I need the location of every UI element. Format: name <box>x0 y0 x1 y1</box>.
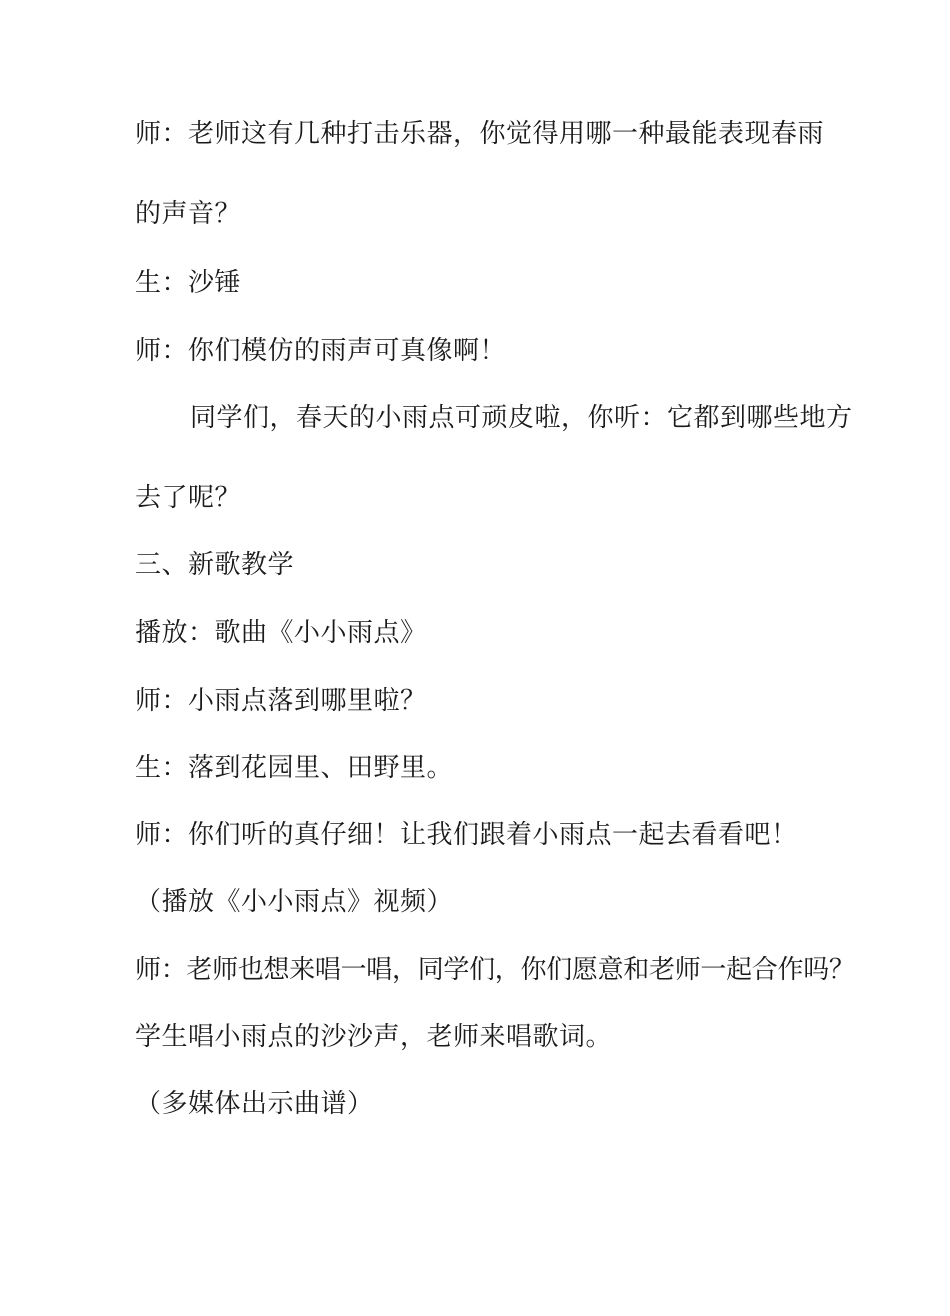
text-line: （多媒体出示曲谱） <box>135 1089 374 1119</box>
text-line: 师：老师这有几种打击乐器，你觉得用哪一种最能表现春雨 <box>135 119 825 149</box>
text-line: 学生唱小雨点的沙沙声，老师来唱歌词。 <box>135 1022 613 1052</box>
text-line: （播放《小小雨点》视频） <box>135 887 454 917</box>
text-line: 师：你们听的真仔细！让我们跟着小雨点一起去看看吧！ <box>135 820 798 850</box>
text-line: 生：落到花园里、田野里。 <box>135 753 454 783</box>
text-line: 播放：歌曲《小小雨点》 <box>135 618 427 648</box>
text-line: 的声音？ <box>135 199 242 229</box>
section-heading: 三、新歌教学 <box>135 550 295 580</box>
text-line: 生：沙锤 <box>135 268 242 298</box>
text-line: 去了呢？ <box>135 483 242 513</box>
text-line: 同学们，春天的小雨点可顽皮啦，你听：它都到哪些地方 <box>190 403 853 433</box>
text-line: 师：小雨点落到哪里啦？ <box>135 686 427 716</box>
text-line: 师：老师也想来唱一唱，同学们，你们愿意和老师一起合作吗？ <box>135 955 855 985</box>
text-line: 师：你们模仿的雨声可真像啊！ <box>135 336 507 366</box>
